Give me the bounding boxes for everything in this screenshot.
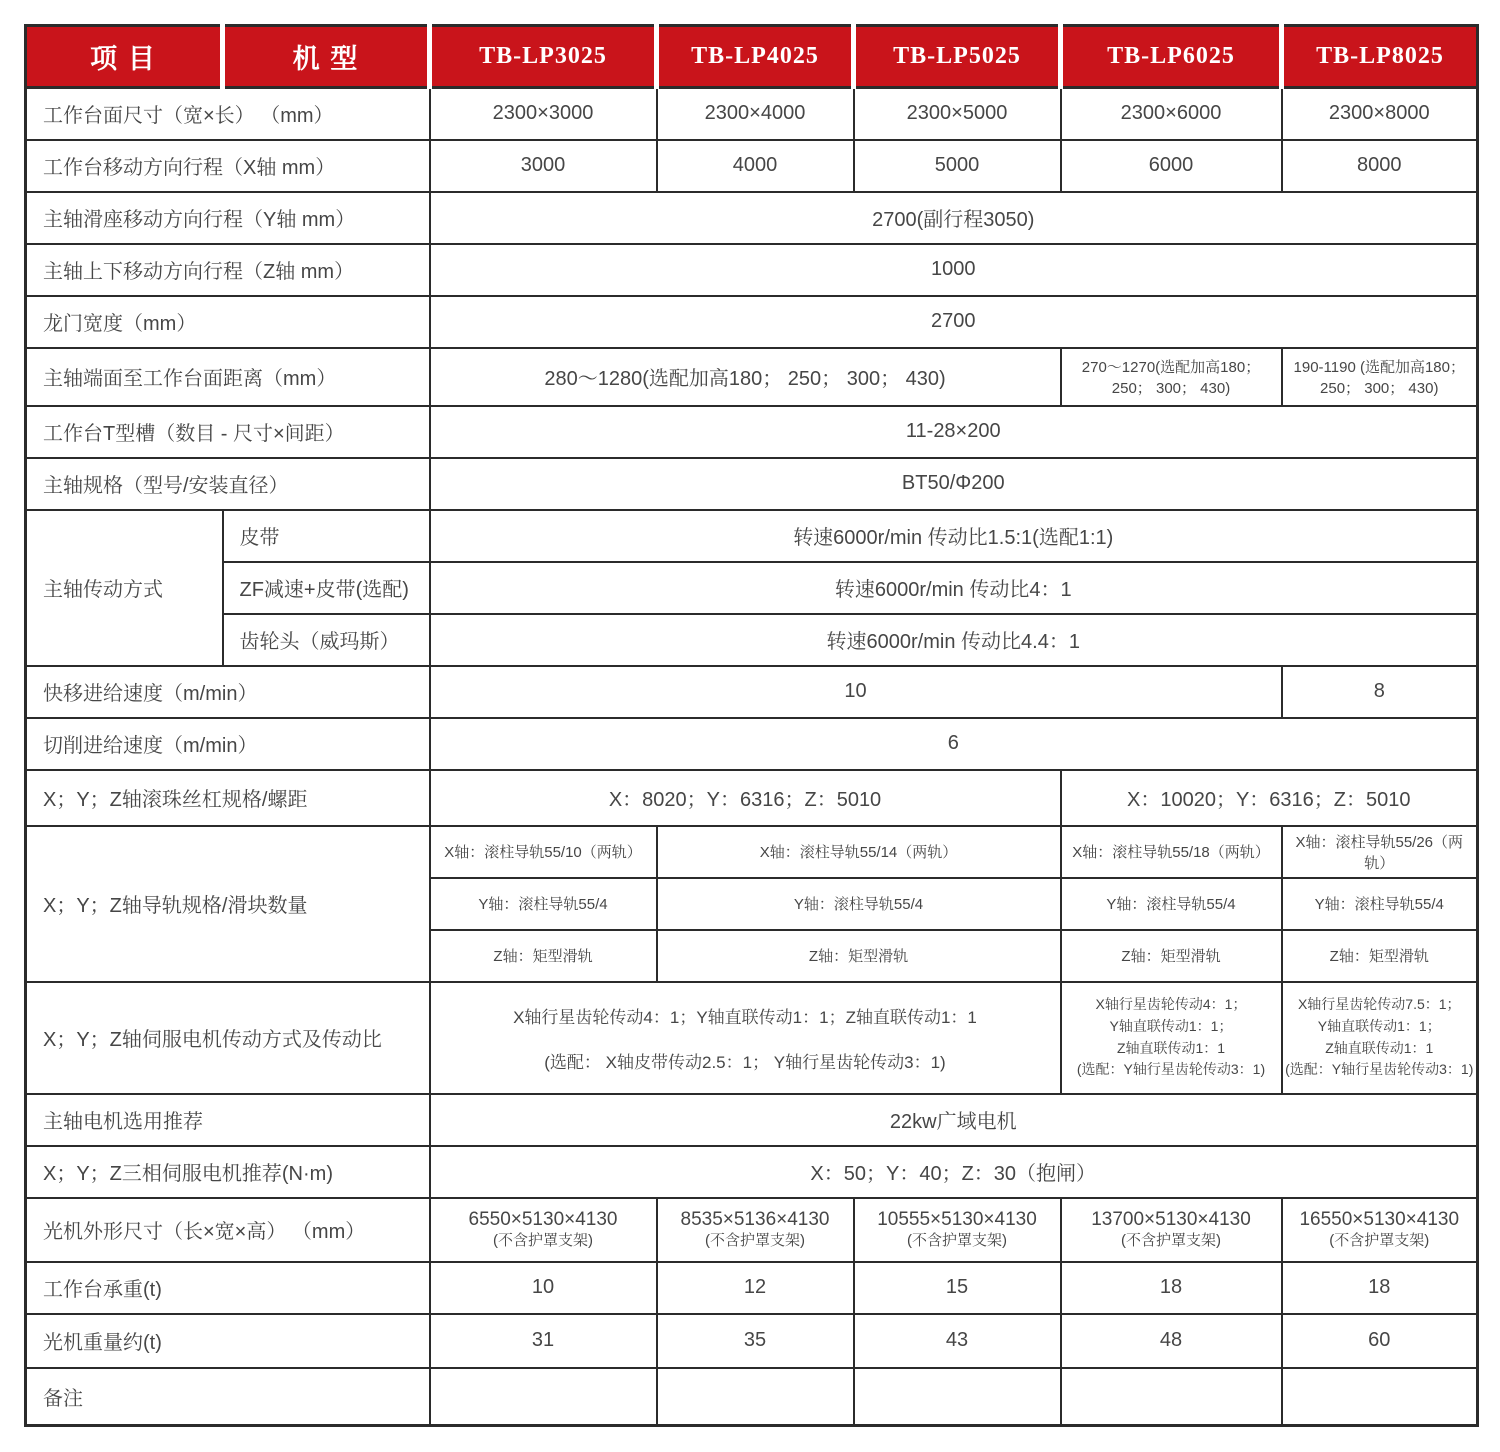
rapid-feed-label: 快移进给速度（m/min） (26, 666, 430, 718)
x-travel-lp4025: 4000 (657, 140, 854, 192)
machine-size-lp5025-note: (不含护罩支架) (907, 1231, 1007, 1249)
machine-size-lp4025 (657, 1198, 854, 1262)
machine-size-lp4025-note: (不含护罩支架) (705, 1231, 805, 1249)
machine-size-lp5025-value: 10555×5130×4130 (877, 1209, 1037, 1231)
row-machine-size (26, 1198, 1478, 1262)
z-travel-value: 1000 (430, 244, 1478, 296)
x-travel-lp6025: 6000 (1061, 140, 1282, 192)
servo-motor-label: X；Y；Z三相伺服电机推荐(N·m) (26, 1146, 430, 1198)
table-load-lp5025: 15 (854, 1262, 1061, 1314)
machine-size-lp4025-value: 8535×5136×4130 (680, 1209, 830, 1231)
cutting-feed-value: 6 (430, 718, 1478, 770)
guideway-label: X；Y；Z轴导轨规格/滑块数量 (26, 826, 430, 982)
row-x-travel (26, 140, 1478, 192)
gantry-width-label: 龙门宽度（mm） (26, 296, 430, 348)
header-model-tb-lp4025: TB-LP4025 (657, 26, 854, 88)
z-travel-label: 主轴上下移动方向行程（Z轴 mm） (26, 244, 430, 296)
guideway-z-lp6025: Z轴：矩型滑轨 (1061, 930, 1282, 982)
servo-drive-lp6025-y: Y轴直联传动1：1； (1109, 1017, 1233, 1034)
spindle-motor-label: 主轴电机选用推荐 (26, 1094, 430, 1146)
spindle-to-table-label: 主轴端面至工作台面距离（mm） (26, 348, 430, 406)
row-spindle-drive-belt (26, 510, 1478, 562)
guideway-z-lp3025: Z轴：矩型滑轨 (430, 930, 657, 982)
remark-label: 备注 (26, 1368, 430, 1426)
machine-weight-label: 光机重量约(t) (26, 1314, 430, 1368)
table-load-label: 工作台承重(t) (26, 1262, 430, 1314)
row-gantry-width (26, 296, 1478, 348)
x-travel-lp5025: 5000 (854, 140, 1061, 192)
ballscrew-label: X；Y；Z轴滚珠丝杠规格/螺距 (26, 770, 430, 826)
gantry-width-value: 2700 (430, 296, 1478, 348)
table-load-lp4025: 12 (657, 1262, 854, 1314)
spindle-drive-label: 主轴传动方式 (26, 510, 223, 666)
row-rapid-feed (26, 666, 1478, 718)
header-model-tb-lp5025: TB-LP5025 (854, 26, 1061, 88)
table-load-lp3025: 10 (430, 1262, 657, 1314)
machine-size-lp3025-value: 6550×5130×4130 (468, 1209, 618, 1231)
servo-drive-lp8025-z: Z轴直联传动1：1 (1325, 1039, 1434, 1056)
y-travel-label: 主轴滑座移动方向行程（Y轴 mm） (26, 192, 430, 244)
guideway-x-lp8025: X轴：滚柱导轨55/26（两轨） (1282, 826, 1478, 878)
servo-drive-lp6025-x: X轴行星齿轮传动4：1； (1095, 996, 1247, 1013)
row-table-load (26, 1262, 1478, 1314)
cutting-feed-label: 切削进给速度（m/min） (26, 718, 430, 770)
machine-size-lp6025-note: (不含护罩支架) (1121, 1231, 1221, 1249)
machine-size-lp6025-value: 13700×5130×4130 (1091, 1209, 1251, 1231)
row-servo-motor (26, 1146, 1478, 1198)
spindle-to-table-lp8025: 190-1190 (选配加高180； 250； 300； 430) (1282, 348, 1478, 406)
row-cutting-feed (26, 718, 1478, 770)
row-z-travel (26, 244, 1478, 296)
guideway-y-lp3025: Y轴：滚柱导轨55/4 (430, 878, 657, 930)
row-spindle-spec (26, 458, 1478, 510)
row-machine-weight (26, 1314, 1478, 1368)
worktable-size-lp8025: 2300×8000 (1282, 88, 1478, 140)
remark-lp3025 (430, 1368, 657, 1426)
machine-weight-lp6025: 48 (1061, 1314, 1282, 1368)
spindle-drive-belt-value: 转速6000r/min 传动比1.5:1(选配1:1) (430, 510, 1478, 562)
servo-drive-lp6025 (1061, 982, 1282, 1094)
worktable-size-label: 工作台面尺寸（宽×长） （mm） (26, 88, 430, 140)
servo-motor-value: X：50；Y：40；Z：30（抱闸） (430, 1146, 1478, 1198)
header-model-tb-lp6025: TB-LP6025 (1061, 26, 1282, 88)
machine-weight-lp4025: 35 (657, 1314, 854, 1368)
y-travel-value: 2700(副行程3050) (430, 192, 1478, 244)
spindle-drive-zf-value: 转速6000r/min 传动比4：1 (430, 562, 1478, 614)
row-ballscrew (26, 770, 1478, 826)
worktable-size-lp6025: 2300×6000 (1061, 88, 1282, 140)
remark-lp8025 (1282, 1368, 1478, 1426)
spindle-drive-gear-value: 转速6000r/min 传动比4.4：1 (430, 614, 1478, 666)
row-spindle-to-table (26, 348, 1478, 406)
x-travel-lp3025: 3000 (430, 140, 657, 192)
machine-size-lp3025-note: (不含护罩支架) (493, 1231, 593, 1249)
servo-drive-lp6025-opt: (选配：Y轴行星齿轮传动3：1) (1076, 1061, 1266, 1078)
remark-lp5025 (854, 1368, 1061, 1426)
x-travel-label: 工作台移动方向行程（X轴 mm） (26, 140, 430, 192)
machine-size-lp5025 (854, 1198, 1061, 1262)
row-remark (26, 1368, 1478, 1426)
row-y-travel (26, 192, 1478, 244)
ballscrew-left: X：8020；Y：6316；Z：5010 (430, 770, 1061, 826)
header-row (26, 26, 1478, 88)
machine-size-lp8025 (1282, 1198, 1478, 1262)
guideway-x-lp6025: X轴：滚柱导轨55/18（两轨） (1061, 826, 1282, 878)
header-model-tb-lp8025: TB-LP8025 (1282, 26, 1478, 88)
spindle-drive-gear-label: 齿轮头（威玛斯） (223, 614, 430, 666)
row-servo-drive (26, 982, 1478, 1094)
spindle-to-table-main: 280～1280(选配加高180； 250； 300； 430) (430, 348, 1061, 406)
row-spindle-motor (26, 1094, 1478, 1146)
worktable-size-lp5025: 2300×5000 (854, 88, 1061, 140)
table-load-lp8025: 18 (1282, 1262, 1478, 1314)
guideway-x-lp4025-5025: X轴：滚柱导轨55/14（两轨） (657, 826, 1061, 878)
row-spindle-drive-gear (26, 614, 1478, 666)
row-spindle-drive-zf (26, 562, 1478, 614)
row-worktable-size (26, 88, 1478, 140)
machine-size-label: 光机外形尺寸（长×宽×高） （mm） (26, 1198, 430, 1262)
rapid-feed-main: 10 (430, 666, 1282, 718)
remark-lp6025 (1061, 1368, 1282, 1426)
spindle-to-table-lp6025: 270～1270(选配加高180； 250； 300； 430) (1061, 348, 1282, 406)
table-load-lp6025: 18 (1061, 1262, 1282, 1314)
servo-drive-lp6025-z: Z轴直联传动1：1 (1116, 1039, 1226, 1056)
ballscrew-right: X：10020；Y：6316；Z：5010 (1061, 770, 1478, 826)
machine-size-lp3025 (430, 1198, 657, 1262)
servo-drive-main-line1: X轴行星齿轮传动4：1；Y轴直联传动1：1；Z轴直联传动1：1 (513, 1007, 977, 1027)
servo-drive-lp8025-opt: (选配：Y轴行星齿轮传动3：1) (1285, 1061, 1474, 1078)
servo-drive-label: X；Y；Z轴伺服电机传动方式及传动比 (26, 982, 430, 1094)
machine-size-lp6025 (1061, 1198, 1282, 1262)
servo-drive-main-line2: (选配： X轴皮带传动2.5：1； Y轴行星齿轮传动3：1) (544, 1052, 946, 1072)
spindle-spec-value: BT50/Φ200 (430, 458, 1478, 510)
spindle-spec-label: 主轴规格（型号/安装直径） (26, 458, 430, 510)
servo-drive-lp8025 (1282, 982, 1478, 1094)
servo-drive-lp8025-y: Y轴直联传动1：1； (1317, 1017, 1441, 1034)
row-t-slot (26, 406, 1478, 458)
servo-drive-lp8025-x: X轴行星齿轮传动7.5：1； (1297, 996, 1461, 1013)
guideway-y-lp8025: Y轴：滚柱导轨55/4 (1282, 878, 1478, 930)
machine-weight-lp3025: 31 (430, 1314, 657, 1368)
spec-table (24, 24, 1479, 1427)
t-slot-label: 工作台T型槽（数目 - 尺寸×间距） (26, 406, 430, 458)
x-travel-lp8025: 8000 (1282, 140, 1478, 192)
row-guideway-x (26, 826, 1478, 878)
machine-weight-lp8025: 60 (1282, 1314, 1478, 1368)
servo-drive-main (430, 982, 1061, 1094)
machine-weight-lp5025: 43 (854, 1314, 1061, 1368)
spindle-motor-value: 22kw广域电机 (430, 1094, 1478, 1146)
spindle-drive-zf-label: ZF减速+皮带(选配) (223, 562, 430, 614)
guideway-z-lp4025-5025: Z轴：矩型滑轨 (657, 930, 1061, 982)
rapid-feed-lp8025: 8 (1282, 666, 1478, 718)
remark-lp4025 (657, 1368, 854, 1426)
guideway-x-lp3025: X轴：滚柱导轨55/10（两轨） (430, 826, 657, 878)
guideway-y-lp4025-5025: Y轴：滚柱导轨55/4 (657, 878, 1061, 930)
header-model-label: 机 型 (223, 26, 430, 88)
worktable-size-lp3025: 2300×3000 (430, 88, 657, 140)
guideway-z-lp8025: Z轴：矩型滑轨 (1282, 930, 1478, 982)
header-model-tb-lp3025: TB-LP3025 (430, 26, 657, 88)
spindle-drive-belt-label: 皮带 (223, 510, 430, 562)
machine-size-lp8025-note: (不含护罩支架) (1329, 1231, 1430, 1249)
header-item-label: 项 目 (26, 26, 223, 88)
t-slot-value: 11-28×200 (430, 406, 1478, 458)
machine-size-lp8025-value: 16550×5130×4130 (1299, 1209, 1460, 1231)
worktable-size-lp4025: 2300×4000 (657, 88, 854, 140)
guideway-y-lp6025: Y轴：滚柱导轨55/4 (1061, 878, 1282, 930)
